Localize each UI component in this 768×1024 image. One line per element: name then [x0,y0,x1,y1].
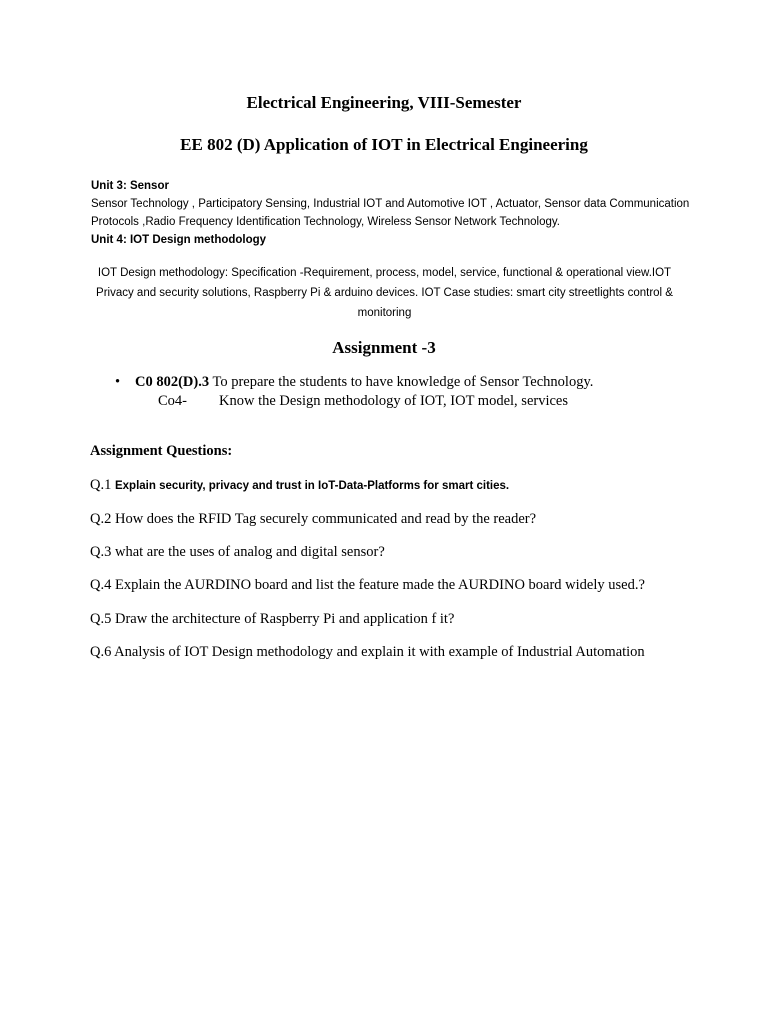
question-text: Draw the architecture of Raspberry Pi and application f it? [114,611,455,627]
document-title: Electrical Engineering, VIII-Semester [246,93,522,112]
assignment-title: Assignment -3 [332,338,436,357]
course-outcome-item [115,374,593,391]
questions-heading: Assignment Questions: [90,443,233,459]
course-title: EE 802 (D) Application of IOT in Electrical Engineering [180,135,588,154]
question-number: Q.4 [90,577,115,593]
course-outcome-text-2: Know the Design methodology of IOT, IOT model, services [219,393,569,409]
question-number: Q.6 [90,644,115,660]
question-text: Explain security, privacy and trust in IoT-Data-Platforms for smart cities. [114,480,510,492]
question-6 [90,644,645,661]
question-5 [90,611,454,628]
question-text: Analysis of IOT Design methodology and explain it with example of Industrial Automation [114,644,645,660]
course-outcome-code: C0 802(D).3 [135,374,210,390]
question-text: what are the uses of analog and digital sensor? [114,544,385,560]
unit4-heading: Unit 4: IOT Design methodology [91,234,267,246]
question-number: Q.1 [90,477,115,493]
question-number: Q.5 [90,611,115,627]
question-number: Q.3 [90,544,115,560]
question-4 [90,577,645,594]
question-3 [90,544,385,561]
syllabus-units [91,177,691,249]
course-outcome-item-2 [158,393,568,410]
unit4-body: IOT Design methodology: Specification -Requirement, process, model, service, functional & operational view.IOT Privacy and security solutions, Raspberry Pi & arduino devices. IOT Case studies: smart city streetlights control & monitoring [96,267,673,319]
question-number: Q.2 [90,511,115,527]
question-2 [90,511,536,528]
question-1 [90,477,509,494]
unit3-body: Sensor Technology , Participatory Sensing, Industrial IOT and Automotive IOT , Actuator, Sensor data Communication Protocols ,Radio Frequency Identification Technology, Wireless Sensor Network Technology. [91,198,690,228]
question-text: Explain the AURDINO board and list the feature made the AURDINO board widely used.? [114,577,645,593]
unit3-heading: Unit 3: Sensor [91,180,169,192]
course-outcome-text: To prepare the students to have knowledge of Sensor Technology. [209,374,594,390]
course-outcome-code-2: Co4- [158,393,187,409]
bullet-icon: • [115,374,121,390]
question-text: How does the RFID Tag securely communicated and read by the reader? [114,511,537,527]
